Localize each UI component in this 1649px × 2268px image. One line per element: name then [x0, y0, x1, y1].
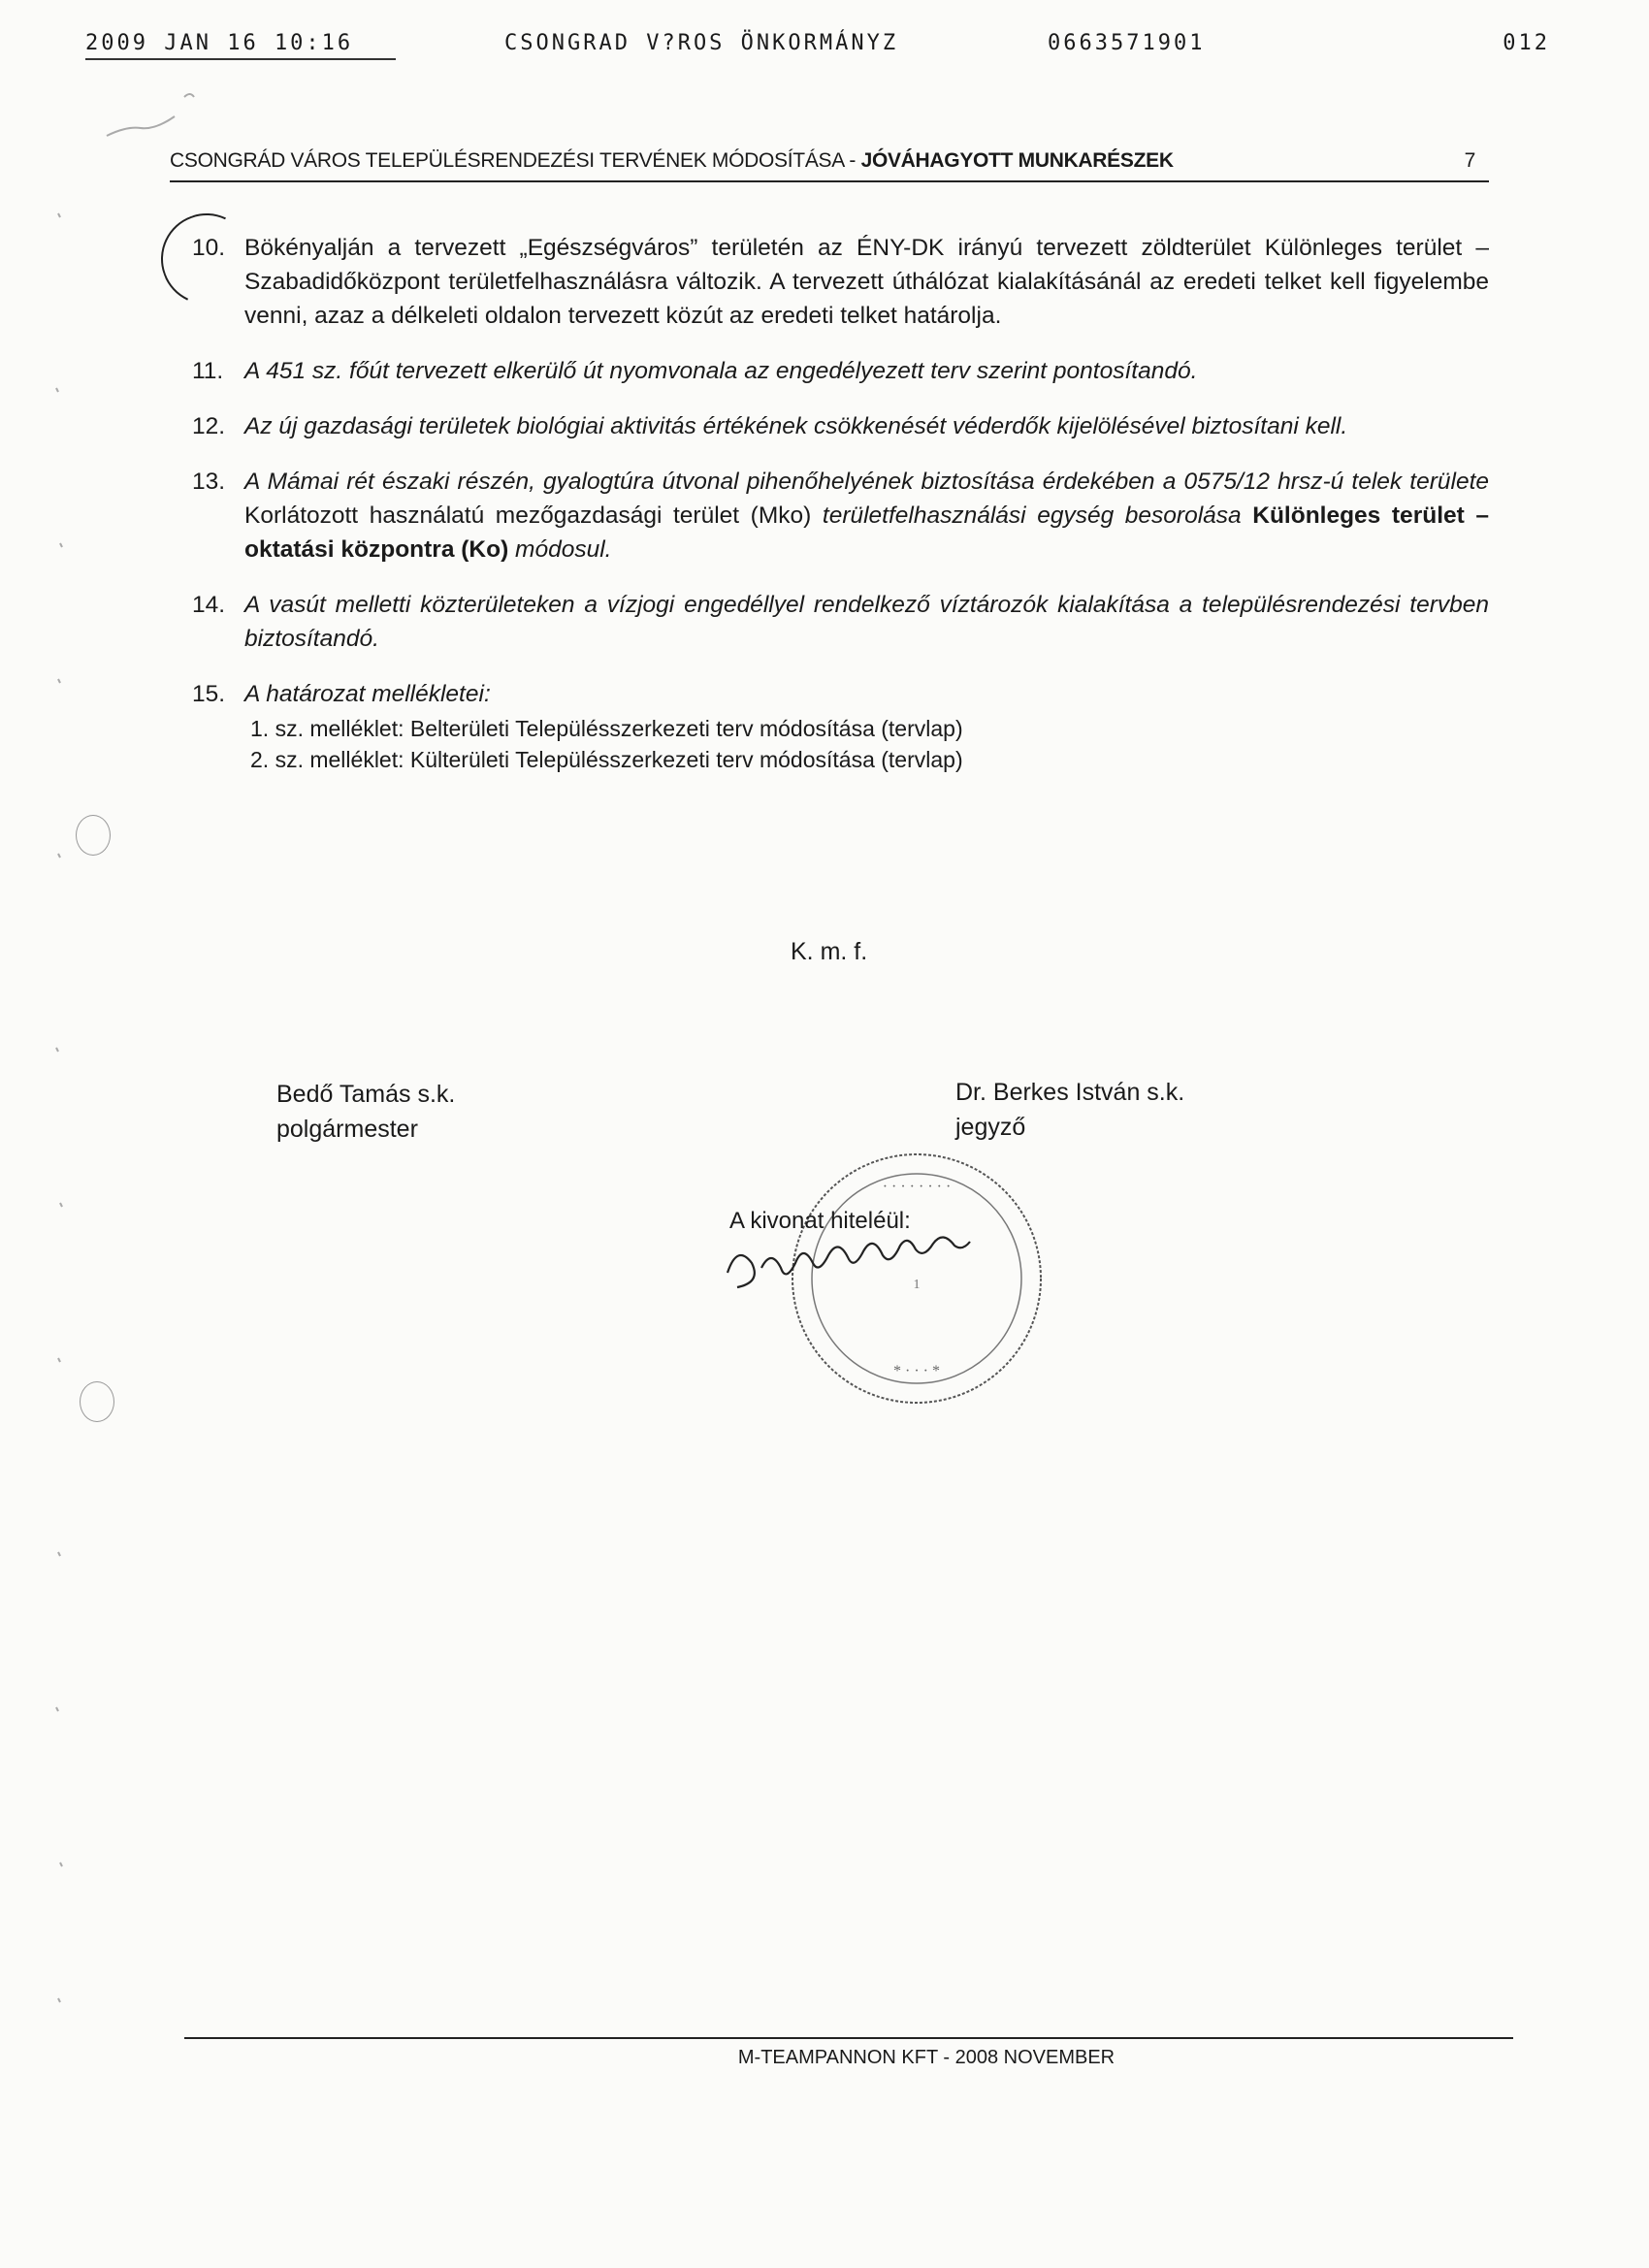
- signatory-right-title: jegyző: [955, 1114, 1026, 1141]
- fax-header: [85, 31, 1550, 64]
- svg-text:· · · · · · · ·: · · · · · · · ·: [882, 1179, 952, 1195]
- signatory-left-name: Bedő Tamás s.k.: [276, 1081, 456, 1108]
- corner-scribble: [97, 78, 213, 146]
- item-text: Az új gazdasági területek biológiai aktivitás értékének csökkenését véderdők kijelölésével biztosítani kell.: [244, 413, 1348, 439]
- item-14: [184, 588, 1489, 656]
- item-15: [184, 677, 1489, 775]
- running-header-title-bold: JÓVÁHAGYOTT MUNKARÉSZEK: [860, 149, 1174, 172]
- item-text-part4: Különleges terület – oktatási központra (Ko): [244, 502, 1489, 563]
- item-13: [184, 465, 1489, 567]
- item-text-part2: Korlátozott használatú mezőgazdasági terület (Mko): [244, 502, 812, 529]
- item-text: A határozat mellékletei:: [244, 681, 491, 707]
- svg-text:* · · · *: * · · · *: [893, 1363, 940, 1379]
- resolution-items: [184, 231, 1489, 796]
- item-number: 11.: [192, 358, 224, 384]
- fax-underline: [85, 58, 396, 60]
- item-number: 15.: [192, 681, 226, 707]
- item-number: 14.: [192, 592, 226, 618]
- item-number: 12.: [192, 413, 226, 439]
- annex-item: 2. sz. melléklet: Külterületi Településszerkezeti terv módosítása (tervlap): [250, 747, 963, 772]
- footer-text: M-TEAMPANNON KFT - 2008 NOVEMBER: [737, 2047, 1116, 2068]
- item-11: [184, 354, 1489, 388]
- fax-datetime: 2009 JAN 16 10:16: [85, 31, 354, 55]
- item-number: 10.: [192, 235, 226, 261]
- item-12: [184, 409, 1489, 443]
- binder-hole-mark: [76, 815, 111, 856]
- item-text: A 451 sz. főút tervezett elkerülő út nyomvonala az engedélyezett terv szerint pontosítandó.: [244, 358, 1198, 384]
- fax-sender: CSONGRAD V?ROS ÖNKORMÁNYZ: [504, 31, 899, 55]
- annex-list: [244, 713, 1489, 775]
- handwritten-signature: [718, 1224, 1048, 1302]
- extract-label: A kivonat hiteléül:: [729, 1208, 911, 1234]
- signatory-left-title: polgármester: [276, 1116, 418, 1143]
- running-header-title-regular: CSONGRÁD VÁROS TELEPÜLÉSRENDEZÉSI TERVÉNEK MÓDOSÍTÁSA -: [170, 149, 861, 172]
- page-footer: [184, 2037, 1513, 2069]
- item-text: A vasút melletti közterületeken a vízjogi engedéllyel rendelkező víztározók kialakítása a településrendezési tervben biztosítandó.: [244, 592, 1489, 652]
- annex-item: 1. sz. melléklet: Belterületi Településszerkezeti terv módosítása (tervlap): [250, 716, 963, 741]
- running-header-title: [170, 149, 1174, 173]
- svg-text:1: 1: [913, 1278, 921, 1292]
- running-header-page-number: 7: [1464, 149, 1475, 172]
- running-header: [170, 146, 1489, 182]
- fax-phone: 0663571901: [1048, 31, 1206, 55]
- signatory-left: [276, 1077, 455, 1147]
- fax-page-number: 012: [1503, 31, 1550, 55]
- item-10: [184, 231, 1489, 333]
- kmf-mark: K. m. f.: [791, 938, 868, 965]
- item-text: Bökényalján a tervezett „Egészségváros” területén az ÉNY-DK irányú tervezett zöldterület Különleges terület – Szabadidőközpont területfelhasználásra változik. A tervezett úthálózat kialakításánál az eredeti telket kell figyelembe venni, azaz a délkeleti oldalon tervezett közút az eredeti telket határolja.: [244, 235, 1489, 329]
- item-text-part3: területfelhasználási egység besorolása: [811, 502, 1253, 529]
- item-number: 13.: [192, 469, 226, 495]
- binder-hole-mark: [80, 1381, 114, 1422]
- margin-scan-marks: [39, 136, 78, 2076]
- footer-rule: [184, 2037, 1513, 2039]
- item-text-part5: módosul.: [508, 536, 612, 563]
- signatory-right: [955, 1075, 1184, 1145]
- signatory-right-name: Dr. Berkes István s.k.: [955, 1079, 1185, 1106]
- item-text-part1: A Mámai rét északi részén, gyalogtúra útvonal pihenőhelyének biztosítása érdekében a 0575/12 hrsz-ú telek területe: [244, 469, 1489, 495]
